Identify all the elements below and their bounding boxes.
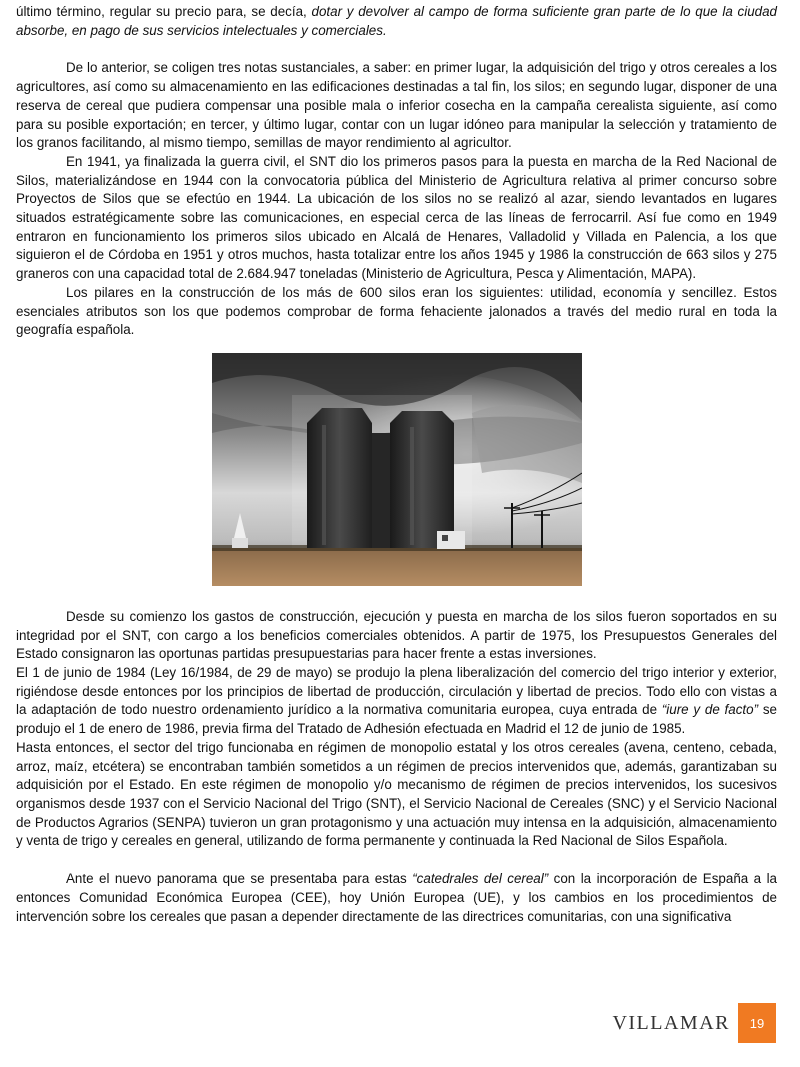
italic-text: “iure y de facto” [661, 702, 759, 718]
text-run: Ante el nuevo panorama que se presentaba para estas [66, 871, 413, 887]
paragraph-7 [16, 739, 777, 851]
paragraph-3 [16, 153, 777, 284]
text-run: Desde su comienzo los gastos de construcción, ejecución y puesta en marcha de los silos fueron soportados en su integridad por el SNT, con cargo a los beneficios comerciales obtenidos. A partir de 1975, los Presupuestos Generales del Estado consignaron las oportunas partidas presupuestarias para hacer frente a estas inversiones. [16, 608, 777, 662]
text-run: se produjo el 1 de enero de 1986, previa firma del Tratado de Adhesión efectuada en Madrid el 12 de junio de 1985. [16, 702, 777, 737]
text-run: con la incorporación de España a la entonces Comunidad Económica Europea (CEE), hoy Unión Europea (UE), y los cambios en los procedimientos de intervención sobre los cereales que pasan a depender directamente de las directrices comunitarias, con una significativa [16, 871, 778, 924]
page-body [16, 3, 777, 926]
text-run: Los pilares en la construcción de los más de 600 silos eran los siguientes: utilidad, economía y sencillez. Estos esenciales atributos son los que podemos comprobar de forma fehaciente jalonados a través del medio rural en toda la geografía española. [16, 284, 777, 338]
figure [16, 353, 777, 586]
text-run: El 1 de junio de 1984 (Ley 16/1984, de 29 de mayo) se produjo la plena liberalización del comercio del trigo interior y exterior, rigiéndose desde entonces por los principios de libertad de producción, circulación y libertad de precios. Todo ello con vistas a la adaptación de todo nuestro ordenamiento jurídico a la normativa comunitaria europea, cuya entrada de [16, 665, 777, 718]
paragraph-4 [16, 284, 777, 340]
text-run: Hasta entonces, el sector del trigo funcionaba en régimen de monopolio estatal y los otros cereales (avena, centeno, cebada, arroz, maíz, etcétera) se encontraban también sometidos a un régimen de precios intervenidos que, además, garantizaban su adquisición por el Estado. En este régimen de monopolio y/o mecanismo de régimen de precios intervenidos, los sucesivos organismos desde 1937 con el Servicio Nacional del Trigo (SNT), el Servicio Nacional de Cereales (SNC) y el Servicio Nacional de Productos Agrarios (SENPA) tuvieron un gran protagonismo y una actuación muy intensa en la adquisición, almacenamiento y venta de trigo y cereales en general, utilizando de forma permanente y continuada la Red Nacional de Silos Española. [16, 739, 777, 849]
text-run: último término, regular su precio para, se decía, [16, 4, 312, 19]
page-footer [612, 1003, 776, 1043]
italic-text: dotar y devolver al campo de forma suficiente gran parte de lo que la ciudad absorbe, en pago de sus servicios intelectuales y comerciales. [16, 4, 777, 38]
page-number: 19 [738, 1003, 776, 1043]
footer-brand: VILLAMAR [612, 1011, 730, 1034]
italic-text: “catedrales del cereal” [412, 871, 549, 887]
silo-photo [212, 353, 582, 586]
paragraph-2 [16, 59, 777, 153]
text-run: En 1941, ya finalizada la guerra civil, el SNT dio los primeros pasos para la puesta en marcha de la Red Nacional de Silos, materializándose en 1944 con la convocatoria pública del Ministerio de Agricultura relativa al primer concurso sobre Proyectos de Silos que se efectúo en 1944. La ubicación de los silos no se realizó al azar, siendo levantados en lugares situados estratégicamente sobre las comunicaciones, en especial cerca de las líneas de ferrocarril. Así fue como en 1949 entraron en funcionamiento los primeros silos ubicado en Alcalá de Henares, Valladolid y Villada en Palencia, a los que siguieron el de Córdoba en 1951 y otros muchos, hasta totalizar entre los años 1945 y 1986 la construcción de 663 silos y 275 graneros con una capacidad total de 2.684.947 toneladas (Ministerio de Agricultura, Pesca y Alimentación, MAPA). [16, 153, 777, 282]
paragraph-1 [16, 3, 777, 40]
paragraph-8 [16, 870, 777, 926]
paragraph-5 [16, 608, 777, 664]
paragraph-6 [16, 664, 777, 739]
text-run: De lo anterior, se coligen tres notas sustanciales, a saber: en primer lugar, la adquisición del trigo y otros cereales a los agricultores, así como su almacenamiento en las edificaciones destinadas a tal fin, los silos; en segundo lugar, disponer de una reserva de cereal que pudiera compensar una posible mala o inferior cosecha en la campaña cerealista siguiente, así como para su posible exportación; en tercer, y último lugar, contar con un lugar idóneo para manipular la selección y tratamiento de los granos facilitando, al mismo tiempo, semillas de mayor rendimiento al agricultor. [16, 60, 777, 151]
